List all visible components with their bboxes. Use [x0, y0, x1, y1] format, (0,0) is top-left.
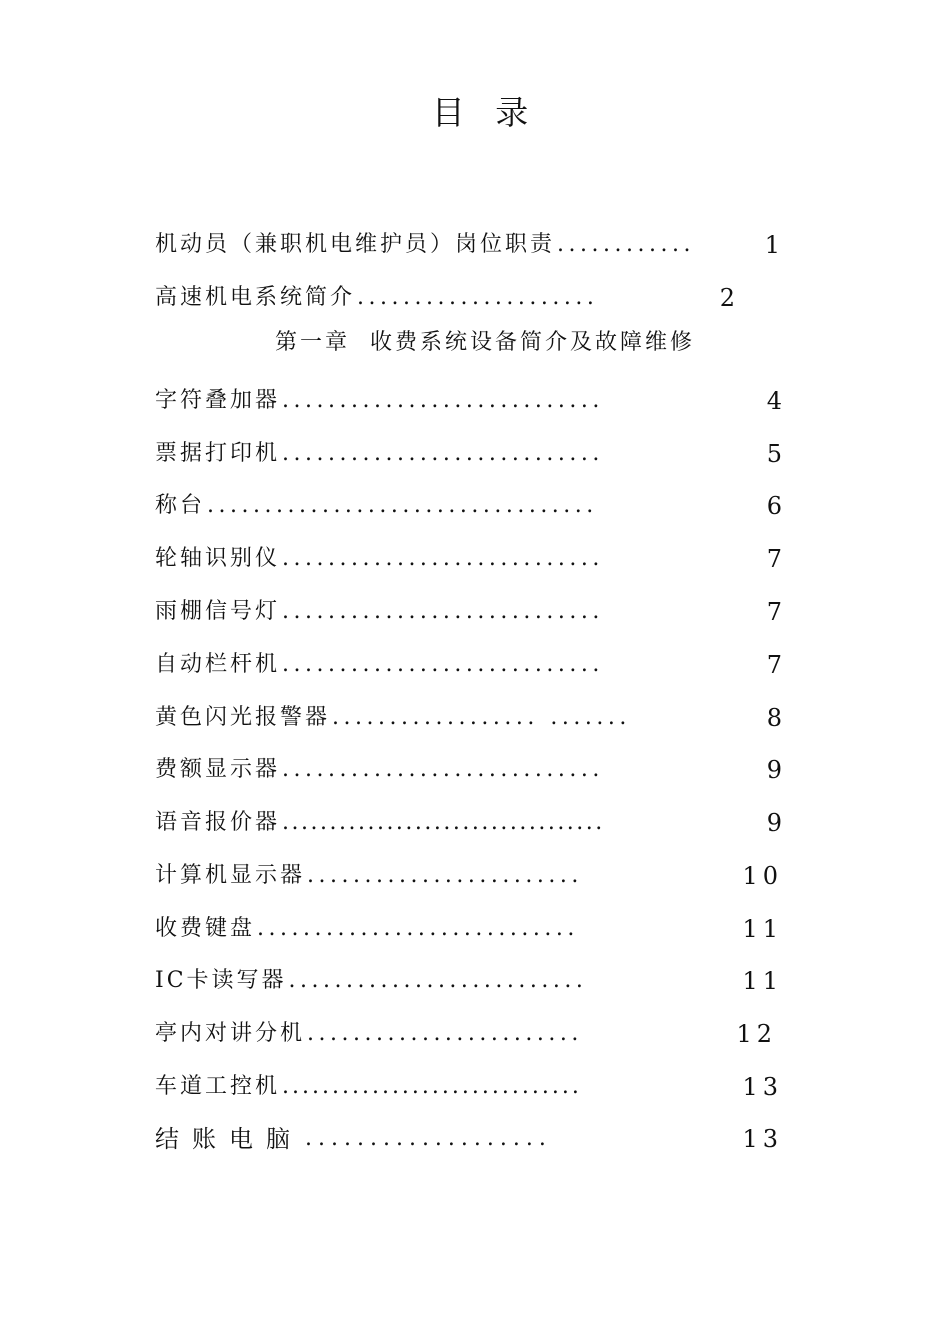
toc-dot-leader: ............................ — [282, 441, 604, 466]
toc-page-number: 13 — [742, 1073, 783, 1101]
toc-page-number: 1 — [764, 231, 785, 259]
chapter-number: 第一章 — [275, 330, 351, 355]
toc-dot-leader: .................. ....... — [332, 705, 631, 730]
toc-dot-leader: .................................. — [282, 810, 605, 835]
toc-page-number: 2 — [719, 284, 740, 312]
toc-page-number: 9 — [766, 809, 787, 837]
toc-dot-leader: ........................ — [307, 863, 583, 888]
toc-dot-leader: ............ — [557, 232, 695, 257]
toc-entry — [155, 798, 787, 838]
toc-entry — [155, 1062, 783, 1102]
toc-page-number: 12 — [736, 1020, 777, 1048]
toc-entry — [155, 376, 787, 416]
toc-dot-leader: ............................ — [257, 916, 579, 941]
toc-entry — [155, 693, 787, 733]
toc-dot-leader: .......................... — [288, 968, 588, 993]
toc-dot-leader: ............................ — [282, 652, 604, 677]
toc-dot-leader: .................................. — [207, 493, 598, 518]
toc-page-number: 9 — [766, 756, 787, 784]
toc-entry — [155, 851, 783, 891]
toc-page-number: 6 — [766, 492, 787, 520]
chapter-title: 收费系统设备简介及故障维修 — [370, 330, 696, 355]
toc-entry-label: 收费键盘 — [155, 916, 256, 941]
toc-dot-leader: ............................ — [282, 599, 604, 624]
toc-entry-label: 亭内对讲分机 — [155, 1021, 306, 1046]
toc-entry-label: 计算机显示器 — [155, 863, 306, 888]
toc-entry-label: 机动员（兼职机电维护员）岗位职责 — [155, 232, 556, 257]
toc-entry-label: 黄色闪光报警器 — [155, 705, 331, 730]
toc-entry — [155, 904, 783, 944]
toc-page-number: 10 — [742, 862, 783, 890]
toc-entry-label: 轮轴识别仪 — [155, 546, 281, 571]
toc-entry-label: 字符叠加器 — [155, 388, 281, 413]
toc-dot-leader: ............................ — [282, 546, 604, 571]
toc-entry-label: 结账电脑 — [155, 1125, 303, 1153]
toc-page-number: 7 — [766, 651, 787, 679]
toc-dot-leader: ............................ — [282, 757, 604, 782]
chapter-heading — [275, 326, 695, 360]
toc-entry-label: 自动栏杆机 — [155, 652, 281, 677]
toc-dot-leader: .............................. — [282, 1074, 582, 1099]
toc-entry-label: 雨棚信号灯 — [155, 599, 281, 624]
toc-entry — [155, 273, 740, 313]
toc-entry-label: 语音报价器 — [155, 810, 281, 835]
toc-entry-label: 高速机电系统简介 — [155, 285, 356, 310]
toc-dot-leader: ............................ — [282, 388, 604, 413]
toc-dot-leader: ..................... — [357, 285, 599, 310]
toc-entry-label: 票据打印机 — [155, 441, 281, 466]
toc-page-number: 5 — [766, 440, 787, 468]
toc-page-number: 7 — [766, 598, 787, 626]
toc-entry-label: 称台 — [155, 493, 206, 518]
toc-dot-leader: ................... — [305, 1126, 552, 1151]
toc-title: 目 录 — [431, 93, 539, 132]
toc-entry — [155, 534, 787, 574]
toc-entry — [155, 220, 785, 260]
toc-entry — [155, 429, 787, 469]
toc-page-number: 13 — [742, 1125, 783, 1153]
toc-entry — [155, 640, 787, 680]
toc-entry — [155, 1114, 783, 1154]
toc-entry-label: IC卡读写器 — [155, 968, 287, 993]
toc-page-number: 11 — [742, 967, 783, 995]
toc-entry — [155, 956, 783, 996]
toc-entry — [155, 745, 787, 785]
toc-page-number: 4 — [766, 387, 787, 415]
toc-page-number: 8 — [766, 704, 787, 732]
toc-entry-label: 费额显示器 — [155, 757, 281, 782]
toc-entry — [155, 481, 787, 521]
toc-page-number: 11 — [742, 915, 783, 943]
toc-entry — [155, 587, 787, 627]
toc-entry-label: 车道工控机 — [155, 1074, 281, 1099]
toc-entry — [155, 1009, 777, 1049]
toc-page-number: 7 — [766, 545, 787, 573]
toc-dot-leader: ........................ — [307, 1021, 583, 1046]
